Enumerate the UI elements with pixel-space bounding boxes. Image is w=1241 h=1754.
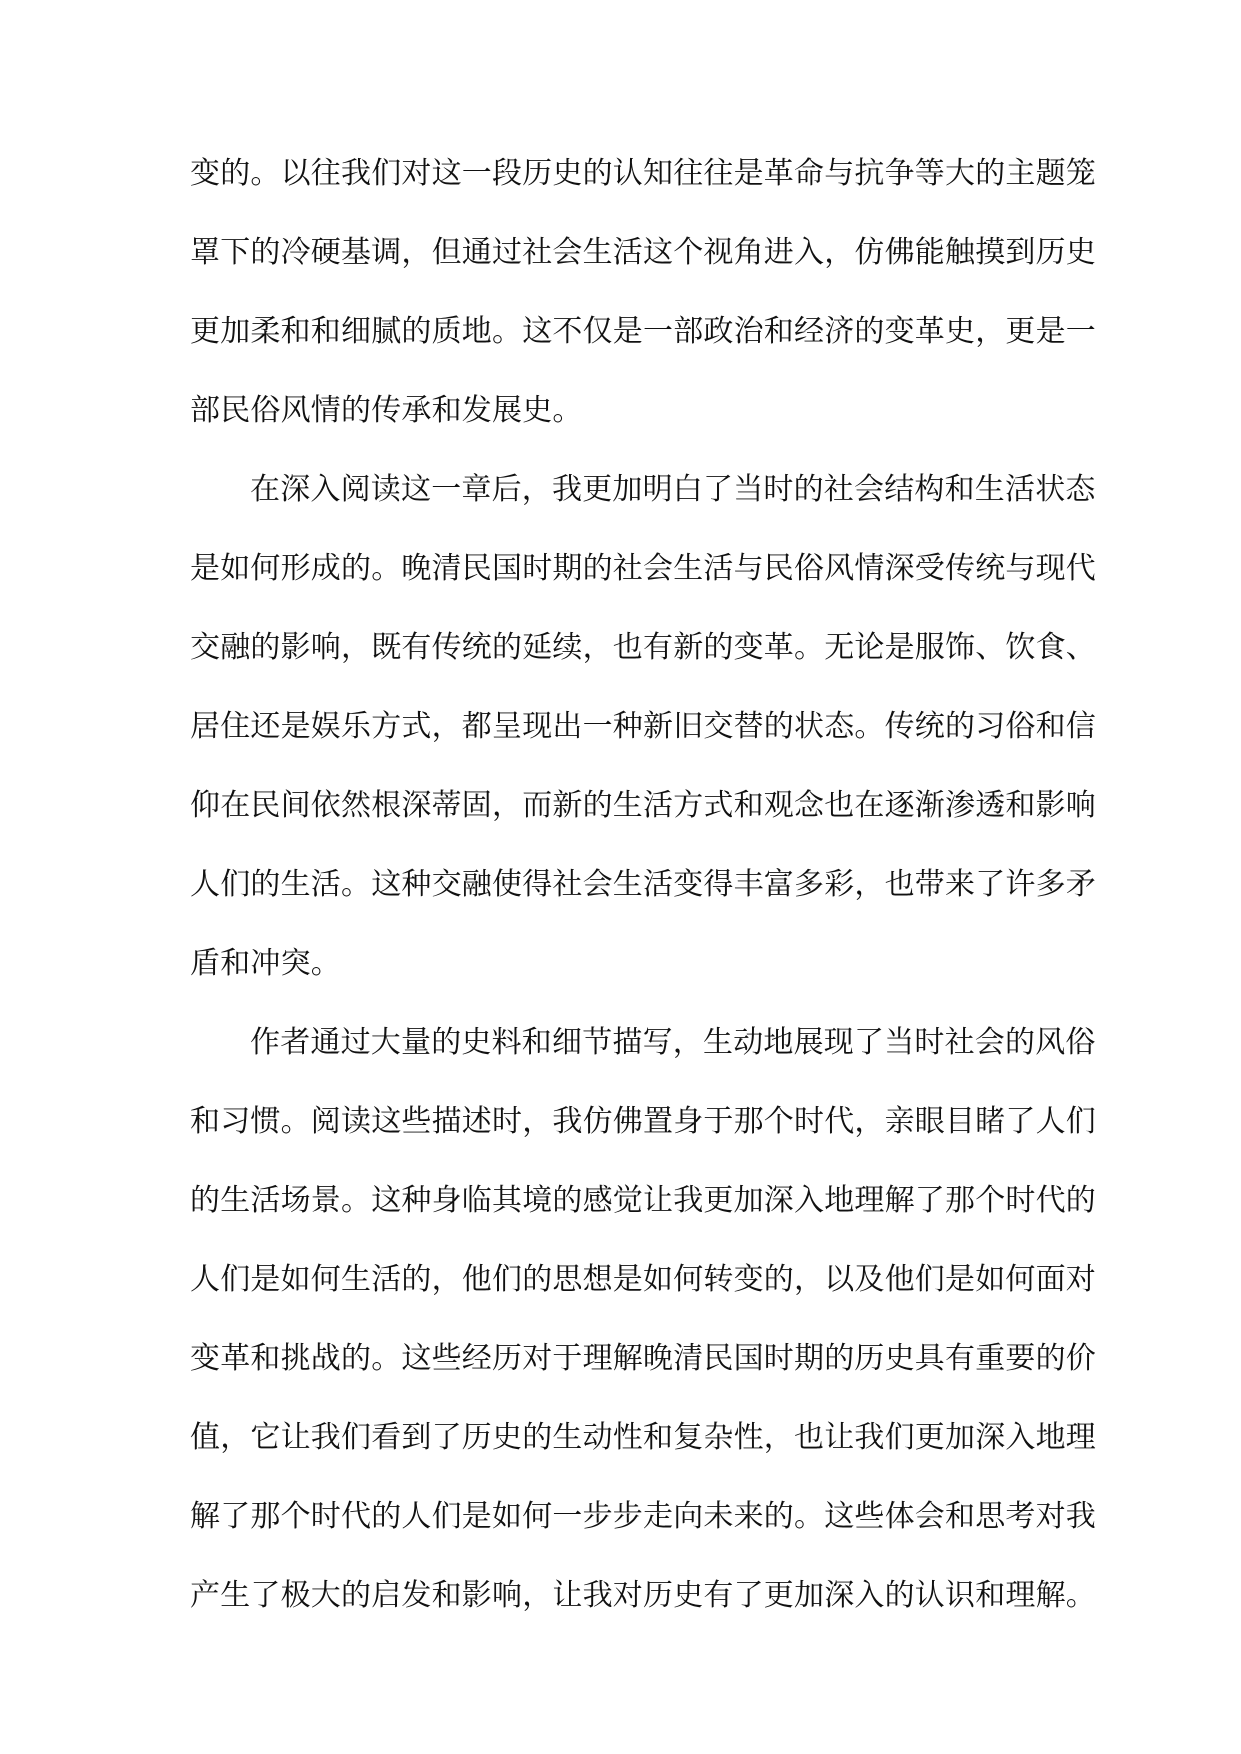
- body-text: [190, 146, 1096, 1647]
- text-line: 和习惯。阅读这些描述时，我仿佛置身于那个时代，亲眼目睹了人们: [190, 1104, 1096, 1139]
- text-line: 产生了极大的启发和影响，让我对历史有了更加深入的认识和理解。: [190, 1578, 1096, 1613]
- text-line: 在深入阅读这一章后，我更加明白了当时的社会结构和生活状态: [250, 472, 1096, 507]
- text-line: 居住还是娱乐方式，都呈现出一种新旧交替的状态。传统的习俗和信: [190, 709, 1096, 744]
- text-line: 解了那个时代的人们是如何一步步走向未来的。这些体会和思考对我: [190, 1499, 1096, 1534]
- text-line: 是如何形成的。晚清民国时期的社会生活与民俗风情深受传统与现代: [190, 551, 1096, 586]
- text-line: 人们的生活。这种交融使得社会生活变得丰富多彩，也带来了许多矛: [190, 867, 1096, 902]
- text-line: 罩下的冷硬基调，但通过社会生活这个视角进入，仿佛能触摸到历史: [190, 235, 1096, 270]
- text-line: 值，它让我们看到了历史的生动性和复杂性，也让我们更加深入地理: [190, 1420, 1096, 1455]
- text-line: 变革和挑战的。这些经历对于理解晚清民国时期的历史具有重要的价: [190, 1341, 1096, 1376]
- text-line: 交融的影响，既有传统的延续，也有新的变革。无论是服饰、饮食、: [190, 630, 1096, 665]
- text-line: 的生活场景。这种身临其境的感觉让我更加深入地理解了那个时代的: [190, 1183, 1096, 1218]
- text-line: 部民俗风情的传承和发展史。: [190, 393, 583, 428]
- text-line: 仰在民间依然根深蒂固，而新的生活方式和观念也在逐渐渗透和影响: [190, 788, 1096, 823]
- text-line: 更加柔和和细腻的质地。这不仅是一部政治和经济的变革史，更是一: [190, 314, 1096, 349]
- text-line: 盾和冲突。: [190, 946, 341, 981]
- text-line: 变的。以往我们对这一段历史的认知往往是革命与抗争等大的主题笼: [190, 156, 1096, 191]
- text-line: 作者通过大量的史料和细节描写，生动地展现了当时社会的风俗: [250, 1025, 1096, 1060]
- text-line: 人们是如何生活的，他们的思想是如何转变的，以及他们是如何面对: [190, 1262, 1096, 1297]
